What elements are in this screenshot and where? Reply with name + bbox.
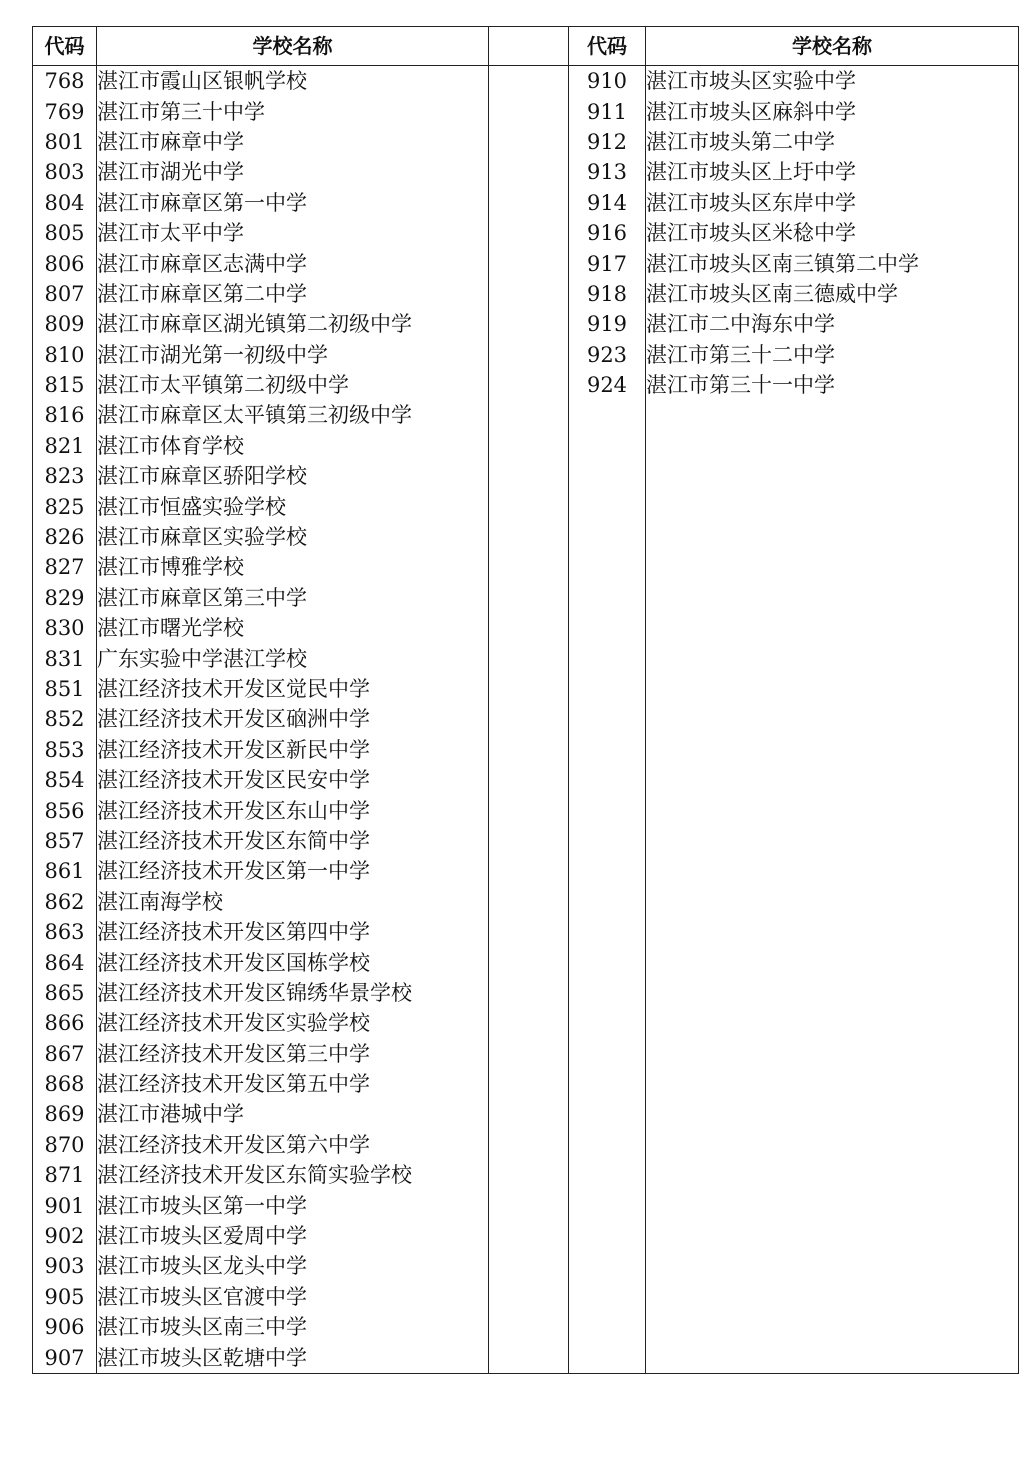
- table-row: [33, 1099, 1019, 1129]
- table-row: [33, 400, 1019, 430]
- spacer-cell: [489, 917, 569, 947]
- spacer-cell: [489, 127, 569, 157]
- right-name-cell: [646, 795, 1019, 825]
- left-name-cell: 湛江经济技术开发区第五中学: [97, 1069, 489, 1099]
- right-code-cell: [569, 522, 646, 552]
- spacer-cell: [489, 765, 569, 795]
- spacer-cell: [489, 704, 569, 734]
- table-row: [33, 613, 1019, 643]
- table-row: [33, 1251, 1019, 1281]
- right-code-cell: 923: [569, 340, 646, 370]
- left-code-header: 代码: [33, 27, 97, 66]
- left-name-cell: 湛江市坡头区第一中学: [97, 1190, 489, 1220]
- left-code-cell: 864: [33, 947, 97, 977]
- right-code-cell: [569, 1069, 646, 1099]
- right-name-cell: [646, 1342, 1019, 1373]
- table-row: [33, 1160, 1019, 1190]
- right-name-cell: 湛江市坡头区东岸中学: [646, 188, 1019, 218]
- left-name-cell: 湛江经济技术开发区实验学校: [97, 1008, 489, 1038]
- right-name-cell: 湛江市坡头区南三德威中学: [646, 279, 1019, 309]
- left-code-cell: 830: [33, 613, 97, 643]
- right-code-cell: [569, 1130, 646, 1160]
- right-code-cell: [569, 704, 646, 734]
- right-name-cell: [646, 947, 1019, 977]
- left-code-cell: 769: [33, 96, 97, 126]
- spacer-cell: [489, 309, 569, 339]
- left-name-cell: 湛江市麻章区第一中学: [97, 188, 489, 218]
- spacer-cell: [489, 552, 569, 582]
- spacer-cell: [489, 613, 569, 643]
- right-code-cell: 918: [569, 279, 646, 309]
- right-code-cell: 913: [569, 157, 646, 187]
- table-row: [33, 552, 1019, 582]
- left-name-cell: 湛江经济技术开发区第一中学: [97, 856, 489, 886]
- table-row: [33, 218, 1019, 248]
- spacer-cell: [489, 1312, 569, 1342]
- table-row: [33, 856, 1019, 886]
- right-code-cell: 917: [569, 248, 646, 278]
- spacer-cell: [489, 1039, 569, 1069]
- right-name-cell: [646, 461, 1019, 491]
- table-header-row: [33, 27, 1019, 66]
- table-row: [33, 1190, 1019, 1220]
- left-code-cell: 806: [33, 248, 97, 278]
- spacer-cell: [489, 188, 569, 218]
- left-code-cell: 809: [33, 309, 97, 339]
- left-code-cell: 871: [33, 1160, 97, 1190]
- right-name-cell: 湛江市坡头区南三镇第二中学: [646, 248, 1019, 278]
- table-row: [33, 583, 1019, 613]
- right-code-cell: [569, 1160, 646, 1190]
- right-code-cell: [569, 765, 646, 795]
- right-name-cell: [646, 431, 1019, 461]
- left-code-cell: 870: [33, 1130, 97, 1160]
- left-code-cell: 853: [33, 735, 97, 765]
- table-row: [33, 1008, 1019, 1038]
- right-name-cell: 湛江市坡头区麻斜中学: [646, 96, 1019, 126]
- right-name-cell: [646, 765, 1019, 795]
- table-row: [33, 826, 1019, 856]
- left-code-cell: 857: [33, 826, 97, 856]
- right-code-cell: [569, 552, 646, 582]
- right-code-cell: 924: [569, 370, 646, 400]
- left-name-cell: 湛江市恒盛实验学校: [97, 491, 489, 521]
- spacer-cell: [489, 218, 569, 248]
- spacer-cell: [489, 887, 569, 917]
- spacer-cell: [489, 66, 569, 97]
- spacer-cell: [489, 1069, 569, 1099]
- right-name-cell: [646, 1221, 1019, 1251]
- right-code-cell: [569, 643, 646, 673]
- right-code-cell: [569, 826, 646, 856]
- right-name-cell: [646, 978, 1019, 1008]
- right-code-header: 代码: [569, 27, 646, 66]
- left-name-cell: 湛江经济技术开发区新民中学: [97, 735, 489, 765]
- right-name-cell: [646, 643, 1019, 673]
- right-name-cell: [646, 887, 1019, 917]
- spacer-cell: [489, 643, 569, 673]
- spacer-cell: [489, 583, 569, 613]
- left-code-cell: 854: [33, 765, 97, 795]
- table-row: [33, 370, 1019, 400]
- left-code-cell: 903: [33, 1251, 97, 1281]
- right-code-cell: [569, 1099, 646, 1129]
- right-name-cell: [646, 826, 1019, 856]
- right-code-cell: 912: [569, 127, 646, 157]
- left-code-cell: 823: [33, 461, 97, 491]
- left-name-cell: 湛江市曙光学校: [97, 613, 489, 643]
- spacer-header: [489, 27, 569, 66]
- left-name-cell: 湛江市第三十中学: [97, 96, 489, 126]
- table-row: [33, 491, 1019, 521]
- table-row: [33, 1312, 1019, 1342]
- right-name-cell: [646, 400, 1019, 430]
- right-name-cell: [646, 1039, 1019, 1069]
- right-name-cell: 湛江市坡头区实验中学: [646, 66, 1019, 97]
- right-code-cell: [569, 583, 646, 613]
- left-name-cell: 湛江市港城中学: [97, 1099, 489, 1129]
- table-row: [33, 1130, 1019, 1160]
- right-code-cell: 911: [569, 96, 646, 126]
- spacer-cell: [489, 978, 569, 1008]
- right-code-cell: [569, 491, 646, 521]
- left-code-cell: 868: [33, 1069, 97, 1099]
- spacer-cell: [489, 157, 569, 187]
- right-name-cell: [646, 1099, 1019, 1129]
- left-name-cell: 湛江市湖光中学: [97, 157, 489, 187]
- left-name-cell: 湛江经济技术开发区第六中学: [97, 1130, 489, 1160]
- left-code-cell: 768: [33, 66, 97, 97]
- left-code-cell: 851: [33, 674, 97, 704]
- right-code-cell: [569, 1342, 646, 1373]
- left-name-cell: 湛江市博雅学校: [97, 552, 489, 582]
- table-row: [33, 978, 1019, 1008]
- right-name-cell: [646, 613, 1019, 643]
- left-code-cell: 821: [33, 431, 97, 461]
- table-row: [33, 127, 1019, 157]
- spacer-cell: [489, 1251, 569, 1281]
- spacer-cell: [489, 795, 569, 825]
- right-code-cell: [569, 1008, 646, 1038]
- table-row: [33, 279, 1019, 309]
- spacer-cell: [489, 96, 569, 126]
- left-code-cell: 863: [33, 917, 97, 947]
- table-row: [33, 704, 1019, 734]
- right-name-cell: [646, 491, 1019, 521]
- school-code-table: [32, 26, 1019, 1374]
- table-row: [33, 96, 1019, 126]
- right-code-cell: [569, 1221, 646, 1251]
- right-code-cell: [569, 887, 646, 917]
- left-name-cell: 湛江市太平镇第二初级中学: [97, 370, 489, 400]
- left-name-cell: 湛江经济技术开发区硇洲中学: [97, 704, 489, 734]
- table-row: [33, 66, 1019, 97]
- left-name-cell: 湛江市麻章区湖光镇第二初级中学: [97, 309, 489, 339]
- right-name-cell: [646, 1312, 1019, 1342]
- table-row: [33, 248, 1019, 278]
- right-code-cell: [569, 461, 646, 491]
- spacer-cell: [489, 370, 569, 400]
- left-name-cell: 湛江市麻章区太平镇第三初级中学: [97, 400, 489, 430]
- left-name-cell: 湛江经济技术开发区东简实验学校: [97, 1160, 489, 1190]
- right-name-cell: [646, 917, 1019, 947]
- left-name-header: 学校名称: [97, 27, 489, 66]
- table-row: [33, 309, 1019, 339]
- table-row: [33, 431, 1019, 461]
- left-name-cell: 湛江市坡头区爱周中学: [97, 1221, 489, 1251]
- left-name-cell: 湛江市麻章区志满中学: [97, 248, 489, 278]
- table-row: [33, 1221, 1019, 1251]
- left-name-cell: 湛江经济技术开发区第三中学: [97, 1039, 489, 1069]
- right-code-cell: 916: [569, 218, 646, 248]
- spacer-cell: [489, 674, 569, 704]
- left-name-cell: 湛江市麻章中学: [97, 127, 489, 157]
- left-code-cell: 815: [33, 370, 97, 400]
- right-code-cell: [569, 1282, 646, 1312]
- right-name-cell: 湛江市第三十二中学: [646, 340, 1019, 370]
- right-name-cell: [646, 704, 1019, 734]
- right-name-cell: [646, 1130, 1019, 1160]
- left-code-cell: 803: [33, 157, 97, 187]
- right-name-cell: 湛江市第三十一中学: [646, 370, 1019, 400]
- right-name-cell: 湛江市坡头区上圩中学: [646, 157, 1019, 187]
- right-code-cell: [569, 1190, 646, 1220]
- right-code-cell: [569, 431, 646, 461]
- right-code-cell: [569, 947, 646, 977]
- right-name-cell: [646, 674, 1019, 704]
- table-row: [33, 1342, 1019, 1373]
- spacer-cell: [489, 1130, 569, 1160]
- left-name-cell: 湛江经济技术开发区国栋学校: [97, 947, 489, 977]
- left-name-cell: 湛江市坡头区官渡中学: [97, 1282, 489, 1312]
- right-name-cell: [646, 522, 1019, 552]
- left-name-cell: 湛江南海学校: [97, 887, 489, 917]
- right-name-cell: [646, 1190, 1019, 1220]
- left-code-cell: 867: [33, 1039, 97, 1069]
- right-name-cell: [646, 1251, 1019, 1281]
- spacer-cell: [489, 947, 569, 977]
- right-code-cell: [569, 917, 646, 947]
- spacer-cell: [489, 248, 569, 278]
- right-name-cell: [646, 1160, 1019, 1190]
- left-name-cell: 湛江经济技术开发区第四中学: [97, 917, 489, 947]
- right-code-cell: [569, 735, 646, 765]
- right-code-cell: 910: [569, 66, 646, 97]
- left-name-cell: 湛江市湖光第一初级中学: [97, 340, 489, 370]
- right-code-cell: 914: [569, 188, 646, 218]
- table-row: [33, 947, 1019, 977]
- left-name-cell: 湛江经济技术开发区东山中学: [97, 795, 489, 825]
- spacer-cell: [489, 340, 569, 370]
- spacer-cell: [489, 1099, 569, 1129]
- right-code-cell: [569, 674, 646, 704]
- spacer-cell: [489, 735, 569, 765]
- right-name-cell: [646, 1008, 1019, 1038]
- left-code-cell: 825: [33, 491, 97, 521]
- right-code-cell: [569, 1312, 646, 1342]
- right-code-cell: [569, 613, 646, 643]
- right-name-cell: [646, 1282, 1019, 1312]
- left-name-cell: 湛江市麻章区第三中学: [97, 583, 489, 613]
- table-row: [33, 735, 1019, 765]
- right-code-cell: [569, 978, 646, 1008]
- right-code-cell: [569, 795, 646, 825]
- table-row: [33, 157, 1019, 187]
- left-code-cell: 866: [33, 1008, 97, 1038]
- table-row: [33, 1039, 1019, 1069]
- left-name-cell: 广东实验中学湛江学校: [97, 643, 489, 673]
- left-code-cell: 905: [33, 1282, 97, 1312]
- left-code-cell: 826: [33, 522, 97, 552]
- table-row: [33, 522, 1019, 552]
- spacer-cell: [489, 1190, 569, 1220]
- left-code-cell: 901: [33, 1190, 97, 1220]
- right-code-cell: 919: [569, 309, 646, 339]
- table-row: [33, 765, 1019, 795]
- table-body: [33, 66, 1019, 1374]
- left-code-cell: 865: [33, 978, 97, 1008]
- left-name-cell: 湛江经济技术开发区觉民中学: [97, 674, 489, 704]
- right-code-cell: [569, 856, 646, 886]
- left-code-cell: 831: [33, 643, 97, 673]
- left-code-cell: 805: [33, 218, 97, 248]
- right-name-cell: 湛江市坡头区米稔中学: [646, 218, 1019, 248]
- left-code-cell: 827: [33, 552, 97, 582]
- right-name-cell: [646, 856, 1019, 886]
- left-code-cell: 869: [33, 1099, 97, 1129]
- left-name-cell: 湛江市体育学校: [97, 431, 489, 461]
- left-code-cell: 807: [33, 279, 97, 309]
- spacer-cell: [489, 279, 569, 309]
- spacer-cell: [489, 1342, 569, 1373]
- spacer-cell: [489, 400, 569, 430]
- table-row: [33, 188, 1019, 218]
- left-code-cell: 907: [33, 1342, 97, 1373]
- right-name-cell: [646, 1069, 1019, 1099]
- table-row: [33, 674, 1019, 704]
- left-code-cell: 816: [33, 400, 97, 430]
- table-row: [33, 917, 1019, 947]
- left-name-cell: 湛江市麻章区实验学校: [97, 522, 489, 552]
- left-code-cell: 829: [33, 583, 97, 613]
- left-name-cell: 湛江经济技术开发区民安中学: [97, 765, 489, 795]
- spacer-cell: [489, 856, 569, 886]
- spacer-cell: [489, 431, 569, 461]
- right-name-cell: 湛江市坡头第二中学: [646, 127, 1019, 157]
- table-row: [33, 1069, 1019, 1099]
- spacer-cell: [489, 491, 569, 521]
- spacer-cell: [489, 461, 569, 491]
- spacer-cell: [489, 522, 569, 552]
- left-code-cell: 810: [33, 340, 97, 370]
- spacer-cell: [489, 826, 569, 856]
- table-row: [33, 795, 1019, 825]
- right-code-cell: [569, 1251, 646, 1281]
- left-code-cell: 862: [33, 887, 97, 917]
- spacer-cell: [489, 1008, 569, 1038]
- table-row: [33, 887, 1019, 917]
- table-row: [33, 643, 1019, 673]
- left-code-cell: 861: [33, 856, 97, 886]
- left-code-cell: 804: [33, 188, 97, 218]
- left-code-cell: 902: [33, 1221, 97, 1251]
- left-name-cell: 湛江市坡头区乾塘中学: [97, 1342, 489, 1373]
- right-name-cell: [646, 583, 1019, 613]
- right-code-cell: [569, 1039, 646, 1069]
- left-name-cell: 湛江经济技术开发区锦绣华景学校: [97, 978, 489, 1008]
- right-name-cell: [646, 552, 1019, 582]
- left-code-cell: 801: [33, 127, 97, 157]
- left-code-cell: 852: [33, 704, 97, 734]
- table-row: [33, 1282, 1019, 1312]
- spacer-cell: [489, 1221, 569, 1251]
- left-name-cell: 湛江经济技术开发区东简中学: [97, 826, 489, 856]
- right-name-cell: [646, 735, 1019, 765]
- spacer-cell: [489, 1160, 569, 1190]
- table-row: [33, 461, 1019, 491]
- left-name-cell: 湛江市霞山区银帆学校: [97, 66, 489, 97]
- left-name-cell: 湛江市太平中学: [97, 218, 489, 248]
- left-name-cell: 湛江市麻章区骄阳学校: [97, 461, 489, 491]
- left-name-cell: 湛江市坡头区南三中学: [97, 1312, 489, 1342]
- table-row: [33, 340, 1019, 370]
- spacer-cell: [489, 1282, 569, 1312]
- left-name-cell: 湛江市麻章区第二中学: [97, 279, 489, 309]
- left-name-cell: 湛江市坡头区龙头中学: [97, 1251, 489, 1281]
- right-name-cell: 湛江市二中海东中学: [646, 309, 1019, 339]
- right-code-cell: [569, 400, 646, 430]
- left-code-cell: 856: [33, 795, 97, 825]
- left-code-cell: 906: [33, 1312, 97, 1342]
- right-name-header: 学校名称: [646, 27, 1019, 66]
